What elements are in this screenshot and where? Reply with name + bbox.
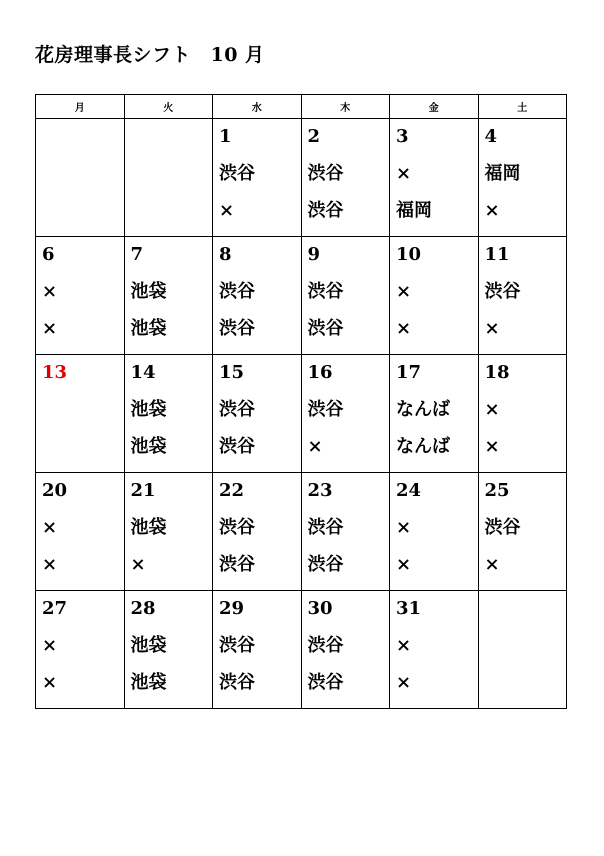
shift-location	[131, 162, 213, 199]
shift-location	[42, 435, 124, 472]
day-cell	[301, 591, 390, 709]
page-title: 花房理事長シフト 10 月	[35, 44, 265, 66]
day-cell	[301, 355, 390, 473]
weekday-header: 木	[301, 95, 390, 119]
day-cell	[213, 591, 302, 709]
calendar-body	[36, 119, 567, 709]
shift-location: 池袋	[130, 318, 167, 339]
shift-location: 渋谷	[307, 517, 344, 538]
day-cell	[124, 119, 213, 237]
day-number: 2	[307, 126, 321, 147]
day-cell	[390, 473, 479, 591]
day-cell	[390, 237, 479, 355]
day-number: 7	[130, 244, 144, 265]
shift-location: 渋谷	[219, 672, 255, 693]
shift-location: 渋谷	[307, 200, 344, 221]
day-number: 24	[396, 480, 422, 501]
day-number: 22	[219, 480, 245, 501]
shift-location: ×	[42, 554, 58, 575]
shift-location: 池袋	[130, 399, 167, 420]
day-number: 9	[307, 244, 321, 265]
weekday-header: 月	[36, 95, 125, 119]
shift-location: ×	[396, 635, 412, 656]
shift-location: ×	[42, 672, 58, 693]
shift-location: ×	[484, 554, 500, 575]
shift-location: 福岡	[396, 200, 432, 221]
day-number	[42, 125, 124, 162]
weekday-header: 土	[478, 95, 567, 119]
day-cell-content	[36, 591, 124, 708]
shift-location: ×	[307, 436, 323, 457]
shift-location: ×	[42, 318, 58, 339]
day-number: 1	[219, 126, 232, 147]
day-cell	[36, 119, 125, 237]
day-cell-content	[302, 119, 390, 236]
day-cell-content	[36, 119, 124, 236]
day-cell-content	[479, 237, 567, 354]
day-cell-content	[125, 237, 213, 354]
shift-location: 渋谷	[307, 635, 344, 656]
day-cell	[36, 355, 125, 473]
week-row	[36, 355, 567, 473]
day-number: 23	[307, 480, 333, 501]
shift-location: ×	[396, 517, 412, 538]
day-cell	[213, 473, 302, 591]
day-number: 31	[396, 598, 422, 619]
shift-location: 池袋	[130, 281, 167, 302]
day-cell	[301, 473, 390, 591]
shift-location	[485, 671, 567, 708]
day-cell	[124, 237, 213, 355]
day-cell	[301, 237, 390, 355]
day-cell	[478, 119, 567, 237]
day-cell-content	[213, 119, 301, 236]
day-cell-content	[479, 591, 567, 708]
day-cell	[390, 591, 479, 709]
shift-location: ×	[484, 200, 500, 221]
shift-location	[485, 634, 567, 671]
day-cell	[213, 119, 302, 237]
day-number: 17	[396, 362, 422, 383]
week-row	[36, 119, 567, 237]
shift-location: 渋谷	[307, 318, 344, 339]
day-cell	[124, 591, 213, 709]
shift-location	[42, 162, 124, 199]
shift-location	[42, 398, 124, 435]
shift-location: 渋谷	[484, 281, 521, 302]
day-cell	[36, 591, 125, 709]
day-cell-content	[390, 591, 478, 708]
day-number: 6	[42, 244, 55, 265]
shift-location: 渋谷	[307, 554, 344, 575]
shift-calendar	[35, 94, 567, 709]
day-cell-content	[390, 355, 478, 472]
shift-location: 渋谷	[219, 635, 255, 656]
day-number: 16	[307, 362, 333, 383]
day-cell	[36, 237, 125, 355]
shift-location: ×	[396, 318, 412, 339]
weekday-header-row	[36, 95, 567, 119]
day-cell-content	[36, 473, 124, 590]
day-cell-content	[479, 473, 567, 590]
day-number	[131, 125, 213, 162]
day-cell	[301, 119, 390, 237]
day-cell	[478, 355, 567, 473]
day-cell-content	[390, 237, 478, 354]
day-number: 25	[484, 480, 510, 501]
shift-location: ×	[484, 399, 500, 420]
day-cell	[478, 591, 567, 709]
shift-location: 渋谷	[307, 163, 344, 184]
week-row	[36, 473, 567, 591]
week-row	[36, 591, 567, 709]
day-number: 29	[219, 598, 245, 619]
shift-location: 渋谷	[219, 318, 255, 339]
shift-location: 渋谷	[219, 399, 255, 420]
weekday-header: 金	[390, 95, 479, 119]
day-cell	[213, 355, 302, 473]
day-cell-content	[213, 591, 301, 708]
day-cell-content	[302, 591, 390, 708]
shift-location: ×	[396, 163, 412, 184]
day-number	[485, 597, 567, 634]
shift-location: なんば	[396, 399, 450, 420]
day-number: 20	[42, 480, 68, 501]
day-number: 11	[484, 244, 510, 265]
shift-location	[42, 199, 124, 236]
week-row	[36, 237, 567, 355]
day-cell-content	[302, 355, 390, 472]
shift-location: 渋谷	[307, 281, 344, 302]
shift-location: ×	[42, 281, 58, 302]
shift-location: ×	[484, 436, 500, 457]
day-number: 18	[484, 362, 510, 383]
day-number: 3	[396, 126, 409, 147]
day-cell	[390, 355, 479, 473]
day-number: 15	[219, 362, 245, 383]
day-cell-content	[479, 355, 567, 472]
day-number: 14	[130, 362, 156, 383]
shift-location: 渋谷	[484, 517, 521, 538]
shift-location: 渋谷	[307, 672, 344, 693]
shift-location: 渋谷	[219, 163, 255, 184]
day-number: 4	[484, 126, 498, 147]
day-cell-content	[125, 355, 213, 472]
weekday-header: 水	[213, 95, 302, 119]
day-cell-content	[125, 473, 213, 590]
shift-location: ×	[484, 318, 500, 339]
day-cell-content	[125, 591, 213, 708]
shift-location	[131, 199, 213, 236]
day-number: 21	[130, 480, 156, 501]
day-cell-content	[36, 237, 124, 354]
shift-location: ×	[130, 554, 146, 575]
shift-location: 渋谷	[219, 436, 255, 457]
day-cell	[478, 473, 567, 591]
shift-location: ×	[396, 672, 412, 693]
shift-location: なんば	[396, 436, 450, 457]
day-cell-content	[213, 237, 301, 354]
day-cell-content	[390, 119, 478, 236]
day-cell-content	[36, 355, 124, 472]
shift-location: ×	[42, 635, 58, 656]
day-number: 13	[42, 362, 68, 383]
shift-location: ×	[396, 281, 412, 302]
day-cell	[36, 473, 125, 591]
day-cell	[124, 473, 213, 591]
shift-location: 福岡	[484, 163, 521, 184]
day-cell-content	[390, 473, 478, 590]
day-cell	[478, 237, 567, 355]
day-cell-content	[302, 473, 390, 590]
day-cell-content	[125, 119, 213, 236]
shift-location: ×	[42, 517, 58, 538]
shift-location: 渋谷	[219, 554, 255, 575]
shift-location: ×	[219, 200, 235, 221]
day-number: 8	[219, 244, 232, 265]
shift-location: 池袋	[130, 517, 167, 538]
day-cell-content	[213, 355, 301, 472]
day-cell-content	[213, 473, 301, 590]
shift-location: 渋谷	[307, 399, 344, 420]
shift-location: 池袋	[130, 672, 167, 693]
shift-location: 池袋	[130, 635, 167, 656]
day-cell	[213, 237, 302, 355]
shift-location: 渋谷	[219, 517, 255, 538]
day-cell-content	[479, 119, 567, 236]
day-cell	[390, 119, 479, 237]
shift-location: 池袋	[130, 436, 167, 457]
shift-location: ×	[396, 554, 412, 575]
shift-location: 渋谷	[219, 281, 255, 302]
day-number: 10	[396, 244, 422, 265]
day-cell-content	[302, 237, 390, 354]
day-cell	[124, 355, 213, 473]
day-number: 27	[42, 598, 68, 619]
day-number: 28	[130, 598, 156, 619]
day-number: 30	[307, 598, 333, 619]
weekday-header: 火	[124, 95, 213, 119]
